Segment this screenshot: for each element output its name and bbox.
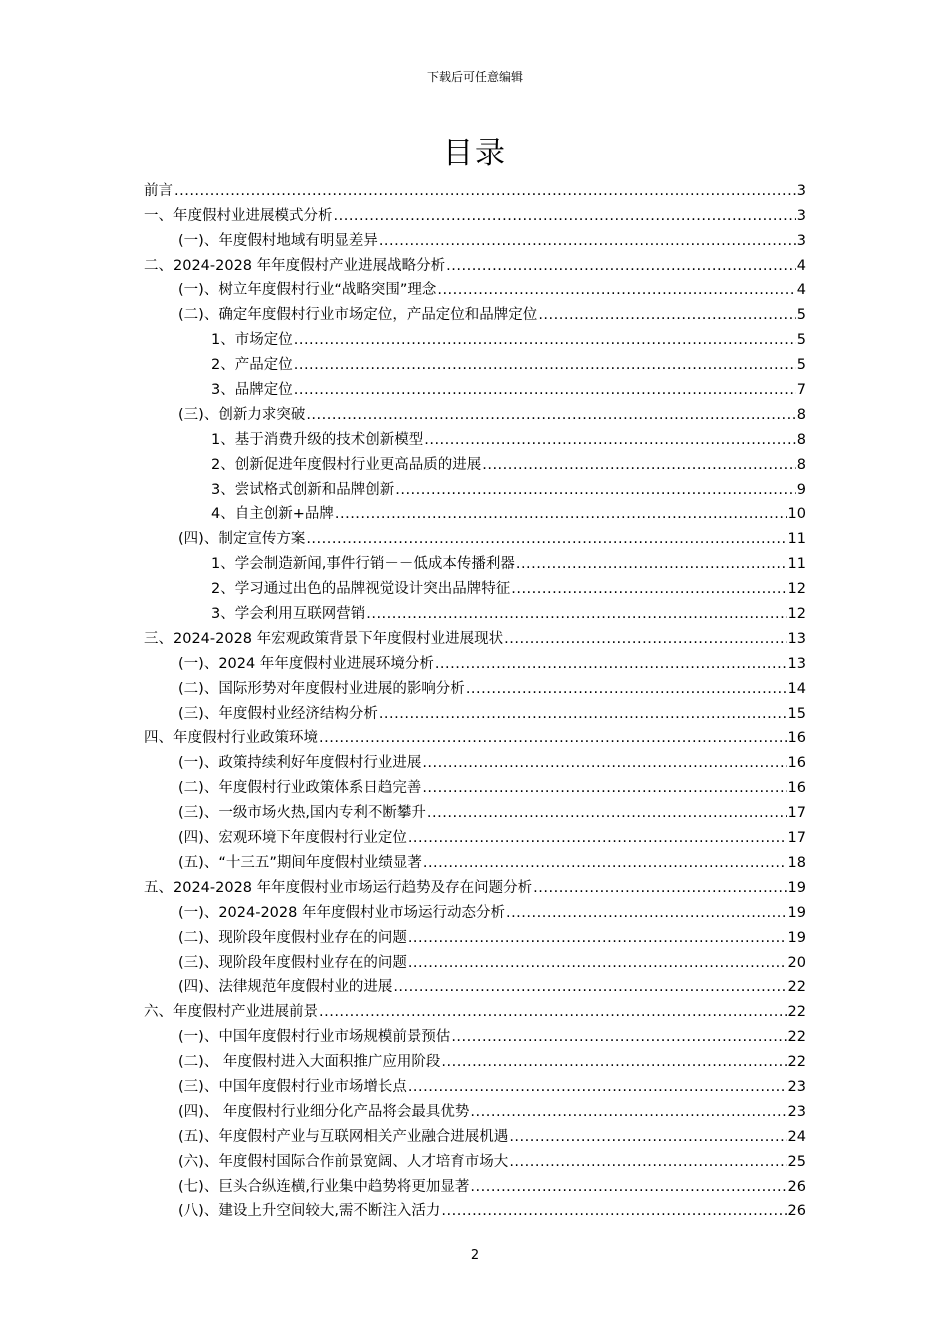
- toc-entry-page: 22: [787, 979, 806, 996]
- toc-entry-page: 13: [787, 655, 806, 672]
- toc-leader-dots: [533, 878, 786, 898]
- toc-entry-page: 16: [787, 780, 806, 797]
- toc-entry[interactable]: [144, 1072, 806, 1097]
- toc-leader-dots: [334, 206, 796, 226]
- toc-entry-label: 2、学习通过出色的品牌视觉设计突出品牌特征: [211, 581, 511, 598]
- toc-entry-page: 26: [787, 1178, 806, 1195]
- toc-entry-label: (五)、年度假村产业与互联网相关产业融合进展机遇: [178, 1128, 509, 1145]
- toc-entry-page: 19: [787, 904, 806, 921]
- toc-entry-page: 20: [787, 954, 806, 971]
- toc-entry-page: 12: [787, 606, 806, 623]
- toc-leader-dots: [441, 1201, 786, 1221]
- toc-entry-label: 1、基于消费升级的技术创新模型: [211, 431, 424, 448]
- toc-entry-label: (七)、巨头合纵连横,行业集中趋势将更加显著: [178, 1178, 470, 1195]
- toc-entry[interactable]: [144, 524, 806, 549]
- toc-entry[interactable]: [144, 276, 806, 301]
- toc-entry[interactable]: [144, 1047, 806, 1072]
- toc-entry-page: 4: [796, 257, 806, 274]
- toc-leader-dots: [509, 1152, 786, 1172]
- toc-entry[interactable]: [144, 1197, 806, 1222]
- toc-entry-label: (一)、中国年度假村行业市场规模前景预估: [178, 1029, 451, 1046]
- toc-entry[interactable]: [144, 948, 806, 973]
- toc-entry[interactable]: [144, 973, 806, 998]
- toc-leader-dots: [379, 231, 796, 251]
- toc-entry-label: (四)、 年度假村行业细分化产品将会最具优势: [178, 1103, 470, 1120]
- toc-leader-dots: [504, 629, 786, 649]
- toc-entry-page: 17: [787, 805, 806, 822]
- toc-entry-page: 16: [787, 755, 806, 772]
- toc-entry[interactable]: [144, 475, 806, 500]
- toc-leader-dots: [437, 280, 795, 300]
- toc-entry-page: 25: [787, 1153, 806, 1170]
- toc-entry-page: 23: [787, 1078, 806, 1095]
- toc-entry-label: 2、创新促进年度假村行业更高品质的进展: [211, 456, 482, 473]
- toc-entry-label: 3、学会利用互联网营销: [211, 606, 366, 623]
- toc-entry[interactable]: [144, 300, 806, 325]
- toc-entry[interactable]: [144, 375, 806, 400]
- toc-entry-label: 3、品牌定位: [211, 382, 293, 399]
- toc-leader-dots: [319, 728, 787, 748]
- toc-leader-dots: [408, 828, 787, 848]
- toc-entry-label: (三)、现阶段年度假村业存在的问题: [178, 954, 407, 971]
- toc-entry[interactable]: [144, 1122, 806, 1147]
- toc-entry-label: (八)、建设上升空间较大,需不断注入活力: [178, 1203, 441, 1220]
- toc-entry-label: (五)、“十三五”期间年度假村业绩显著: [178, 854, 422, 871]
- toc-entry[interactable]: [144, 549, 806, 574]
- toc-entry-label: 五、2024-2028 年年度假村业市场运行趋势及存在问题分析: [144, 879, 533, 896]
- toc-entry-page: 22: [787, 1054, 806, 1071]
- toc-leader-dots: [294, 355, 796, 375]
- toc-entry-label: (二)、国际形势对年度假村业进展的影响分析: [178, 680, 465, 697]
- toc-entry-label: 四、年度假村行业政策环境: [144, 730, 318, 747]
- toc-entry-label: (一)、2024-2028 年年度假村业市场运行动态分析: [178, 904, 505, 921]
- toc-leader-dots: [470, 1177, 786, 1197]
- toc-entry[interactable]: [144, 176, 806, 201]
- toc-entry[interactable]: [144, 624, 806, 649]
- toc-leader-dots: [306, 529, 786, 549]
- toc-entry-label: (一)、树立年度假村行业“战略突围”理念: [178, 282, 437, 299]
- toc-leader-dots: [393, 977, 786, 997]
- toc-entry[interactable]: [144, 798, 806, 823]
- toc-entry-label: 前言: [144, 182, 173, 199]
- toc-entry-page: 7: [796, 382, 806, 399]
- toc-entry-page: 11: [787, 556, 806, 573]
- toc-entry-label: 1、学会制造新闻,事件行销－－低成本传播利器: [211, 556, 515, 573]
- toc-entry[interactable]: [144, 674, 806, 699]
- toc-entry[interactable]: [144, 500, 806, 525]
- toc-entry-label: (三)、年度假村业经济结构分析: [178, 705, 378, 722]
- toc-entry[interactable]: [144, 574, 806, 599]
- toc-leader-dots: [482, 455, 796, 475]
- toc-entry[interactable]: [144, 898, 806, 923]
- toc-entry[interactable]: [144, 1172, 806, 1197]
- toc-entry-page: 18: [787, 854, 806, 871]
- toc-entry-label: (三)、创新力求突破: [178, 406, 306, 423]
- toc-entry[interactable]: [144, 773, 806, 798]
- toc-entry-label: 二、2024-2028 年年度假村产业进展战略分析: [144, 257, 446, 274]
- toc-entry[interactable]: [144, 923, 806, 948]
- toc-entry[interactable]: [144, 873, 806, 898]
- toc-entry-page: 8: [796, 431, 806, 448]
- toc-entry-label: (二)、现阶段年度假村业存在的问题: [178, 929, 407, 946]
- toc-leader-dots: [408, 928, 787, 948]
- toc-leader-dots: [395, 480, 796, 500]
- toc-entry[interactable]: [144, 325, 806, 350]
- toc-leader-dots: [441, 1052, 786, 1072]
- toc-entry-label: (四)、制定宣传方案: [178, 531, 306, 548]
- toc-leader-dots: [435, 654, 787, 674]
- toc-entry[interactable]: [144, 1022, 806, 1047]
- toc-entry[interactable]: [144, 748, 806, 773]
- toc-entry[interactable]: [144, 425, 806, 450]
- toc-leader-dots: [470, 1102, 786, 1122]
- toc-entry[interactable]: [144, 699, 806, 724]
- toc-entry-label: (一)、2024 年年度假村业进展环境分析: [178, 655, 434, 672]
- toc-entry-page: 12: [787, 581, 806, 598]
- toc-entry-label: (四)、宏观环境下年度假村行业定位: [178, 830, 407, 847]
- toc-entry[interactable]: [144, 599, 806, 624]
- toc-entry-page: 19: [787, 879, 806, 896]
- toc-leader-dots: [379, 704, 787, 724]
- toc-leader-dots: [174, 181, 796, 201]
- page-number: 2: [470, 1248, 480, 1263]
- toc-entry-page: 5: [796, 357, 806, 374]
- toc-leader-dots: [306, 405, 795, 425]
- toc-entry-page: 15: [787, 705, 806, 722]
- toc-leader-dots: [366, 604, 786, 624]
- toc-entry-label: (六)、年度假村国际合作前景宽阔、人才培育市场大: [178, 1153, 509, 1170]
- toc-entry-label: 六、年度假村产业进展前景: [144, 1004, 318, 1021]
- toc-entry-page: 13: [787, 630, 806, 647]
- toc-entry-page: 22: [787, 1004, 806, 1021]
- toc-leader-dots: [423, 853, 787, 873]
- toc-entry-label: 3、尝试格式创新和品牌创新: [211, 481, 395, 498]
- toc-entry-page: 22: [787, 1029, 806, 1046]
- toc-entry-page: 4: [796, 282, 806, 299]
- page-title: 目录: [443, 136, 507, 171]
- toc-leader-dots: [466, 679, 787, 699]
- toc-entry-label: (二)、 年度假村进入大面积推广应用阶段: [178, 1054, 441, 1071]
- toc-leader-dots: [294, 330, 796, 350]
- toc-leader-dots: [335, 504, 787, 524]
- toc-entry-label: (四)、法律规范年度假村业的进展: [178, 979, 393, 996]
- toc-leader-dots: [408, 1077, 787, 1097]
- toc-leader-dots: [408, 953, 787, 973]
- toc-leader-dots: [509, 1127, 786, 1147]
- toc-entry-page: 23: [787, 1103, 806, 1120]
- toc-entry-page: 26: [787, 1203, 806, 1220]
- toc-entry-label: 1、市场定位: [211, 332, 293, 349]
- toc-entry-page: 9: [796, 481, 806, 498]
- toc-entry-page: 5: [796, 332, 806, 349]
- toc-leader-dots: [451, 1027, 786, 1047]
- toc-entry[interactable]: [144, 400, 806, 425]
- toc-entry-label: 一、年度假村业进展模式分析: [144, 207, 333, 224]
- toc-entry[interactable]: [144, 1147, 806, 1172]
- toc-leader-dots: [422, 753, 786, 773]
- toc-entry-page: 10: [787, 506, 806, 523]
- toc-entry[interactable]: [144, 350, 806, 375]
- toc-entry[interactable]: [144, 848, 806, 873]
- toc-entry-page: 19: [787, 929, 806, 946]
- toc-entry-page: 24: [787, 1128, 806, 1145]
- toc-entry[interactable]: [144, 201, 806, 226]
- toc-entry[interactable]: [144, 649, 806, 674]
- toc-entry[interactable]: [144, 823, 806, 848]
- toc-entry[interactable]: [144, 724, 806, 749]
- toc-entry[interactable]: [144, 226, 806, 251]
- toc-entry[interactable]: [144, 251, 806, 276]
- toc-leader-dots: [294, 380, 796, 400]
- toc-leader-dots: [427, 803, 787, 823]
- toc-leader-dots: [538, 305, 795, 325]
- toc-entry-page: 8: [796, 456, 806, 473]
- toc-leader-dots: [511, 579, 786, 599]
- toc-entry-page: 5: [796, 307, 806, 324]
- toc-entry-label: 三、2024-2028 年宏观政策背景下年度假村业进展现状: [144, 630, 504, 647]
- toc-entry-label: (一)、年度假村地域有明显差异: [178, 232, 378, 249]
- toc-entry-label: (一)、政策持续利好年度假村行业进展: [178, 755, 422, 772]
- toc-entry-page: 14: [787, 680, 806, 697]
- toc-entry-page: 8: [796, 406, 806, 423]
- toc-entry-page: 16: [787, 730, 806, 747]
- toc-leader-dots: [422, 778, 786, 798]
- toc-entry-label: (二)、确定年度假村行业市场定位，产品定位和品牌定位: [178, 307, 538, 324]
- page-header: 下载后可任意编辑: [426, 70, 523, 84]
- table-of-contents: [144, 176, 806, 1221]
- toc-leader-dots: [506, 903, 787, 923]
- toc-entry-label: (三)、中国年度假村行业市场增长点: [178, 1078, 407, 1095]
- toc-leader-dots: [424, 430, 796, 450]
- toc-entry[interactable]: [144, 450, 806, 475]
- toc-entry-page: 17: [787, 830, 806, 847]
- toc-entry-label: 4、自主创新+品牌: [211, 506, 334, 523]
- toc-entry-label: (二)、年度假村行业政策体系日趋完善: [178, 780, 422, 797]
- toc-entry-label: 2、产品定位: [211, 357, 293, 374]
- toc-leader-dots: [319, 1002, 787, 1022]
- toc-entry[interactable]: [144, 997, 806, 1022]
- toc-entry-page: 11: [787, 531, 806, 548]
- toc-entry-label: (三)、一级市场火热,国内专利不断攀升: [178, 805, 426, 822]
- toc-leader-dots: [446, 256, 796, 276]
- toc-entry-page: 3: [796, 182, 806, 199]
- toc-leader-dots: [516, 554, 787, 574]
- toc-entry-page: 3: [796, 207, 806, 224]
- toc-entry[interactable]: [144, 1097, 806, 1122]
- toc-entry-page: 3: [796, 232, 806, 249]
